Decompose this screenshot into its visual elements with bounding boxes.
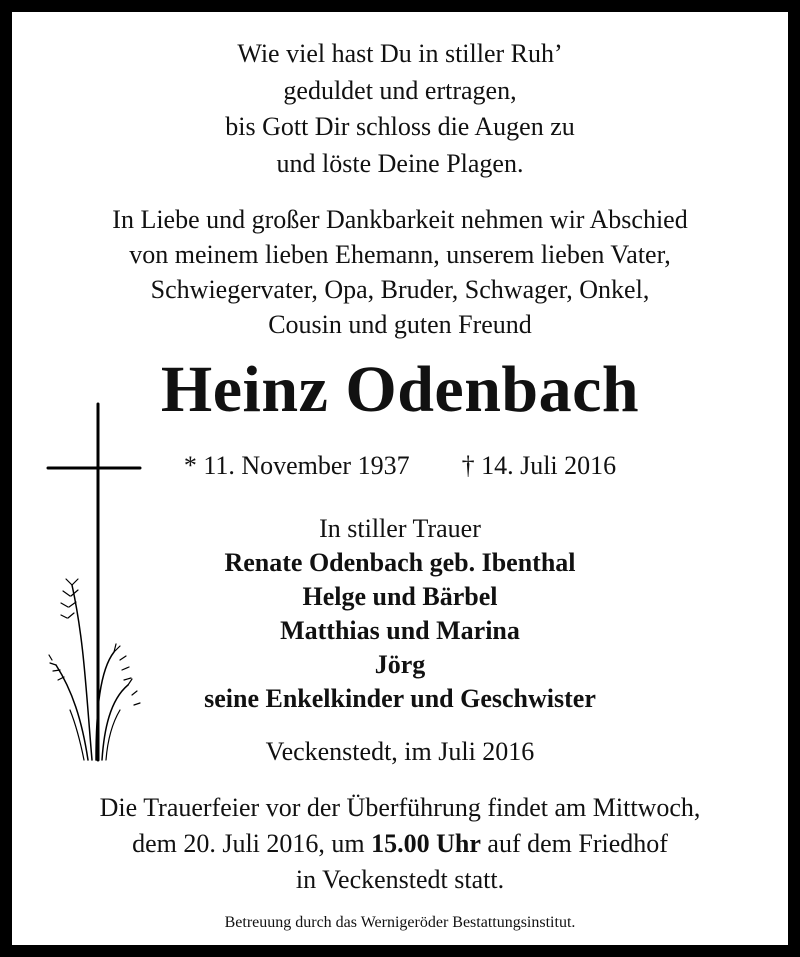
farewell-text [12,202,788,342]
funeral-location-text: auf dem Friedhof [480,829,668,858]
mourner-name: Matthias und Marina [280,616,520,645]
mourner-name: Helge und Bärbel [302,582,498,611]
funeral-line: Die Trauerfeier vor der Überführung findet am Mittwoch, [99,793,701,822]
funeral-time: 15.00 Uhr [371,829,481,858]
birth-date: * 11. November 1937 [183,451,410,480]
farewell-line: In Liebe und großer Dankbarkeit nehmen wir Abschied [112,205,688,234]
funeral-line [12,826,788,862]
deceased-name: Heinz Odenbach [160,353,640,426]
cross-with-wheat-icon [42,390,152,770]
death-date: † 14. Juli 2016 [461,451,617,480]
mourner-name: Renate Odenbach geb. Ibenthal [224,548,576,577]
farewell-line: Schwiegervater, Opa, Bruder, Schwager, Onkel, [150,275,650,304]
funeral-date-text: dem 20. Juli 2016, um [132,829,372,858]
funeral-line: in Veckenstedt statt. [295,865,505,894]
mourner-name: Jörg [374,650,426,679]
place-and-date: Veckenstedt, im Juli 2016 [265,737,535,766]
memorial-poem [12,36,788,182]
poem-line: geduldet und ertragen, [283,75,517,105]
farewell-line: Cousin und guten Freund [268,310,532,339]
poem-line: bis Gott Dir schloss die Augen zu [225,112,575,141]
poem-line: und löste Deine Plagen. [276,148,524,178]
farewell-line: von meinem lieben Ehemann, unserem lieben Vater, [129,240,671,269]
funeral-info [12,790,788,898]
mourner-name: seine Enkelkinder und Geschwister [204,684,596,713]
mourners-heading: In stiller Trauer [319,514,481,543]
undertaker-credit: Betreuung durch das Wernigeröder Bestattungsinstitut. [224,914,576,931]
poem-line: Wie viel hast Du in stiller Ruh’ [237,39,563,68]
